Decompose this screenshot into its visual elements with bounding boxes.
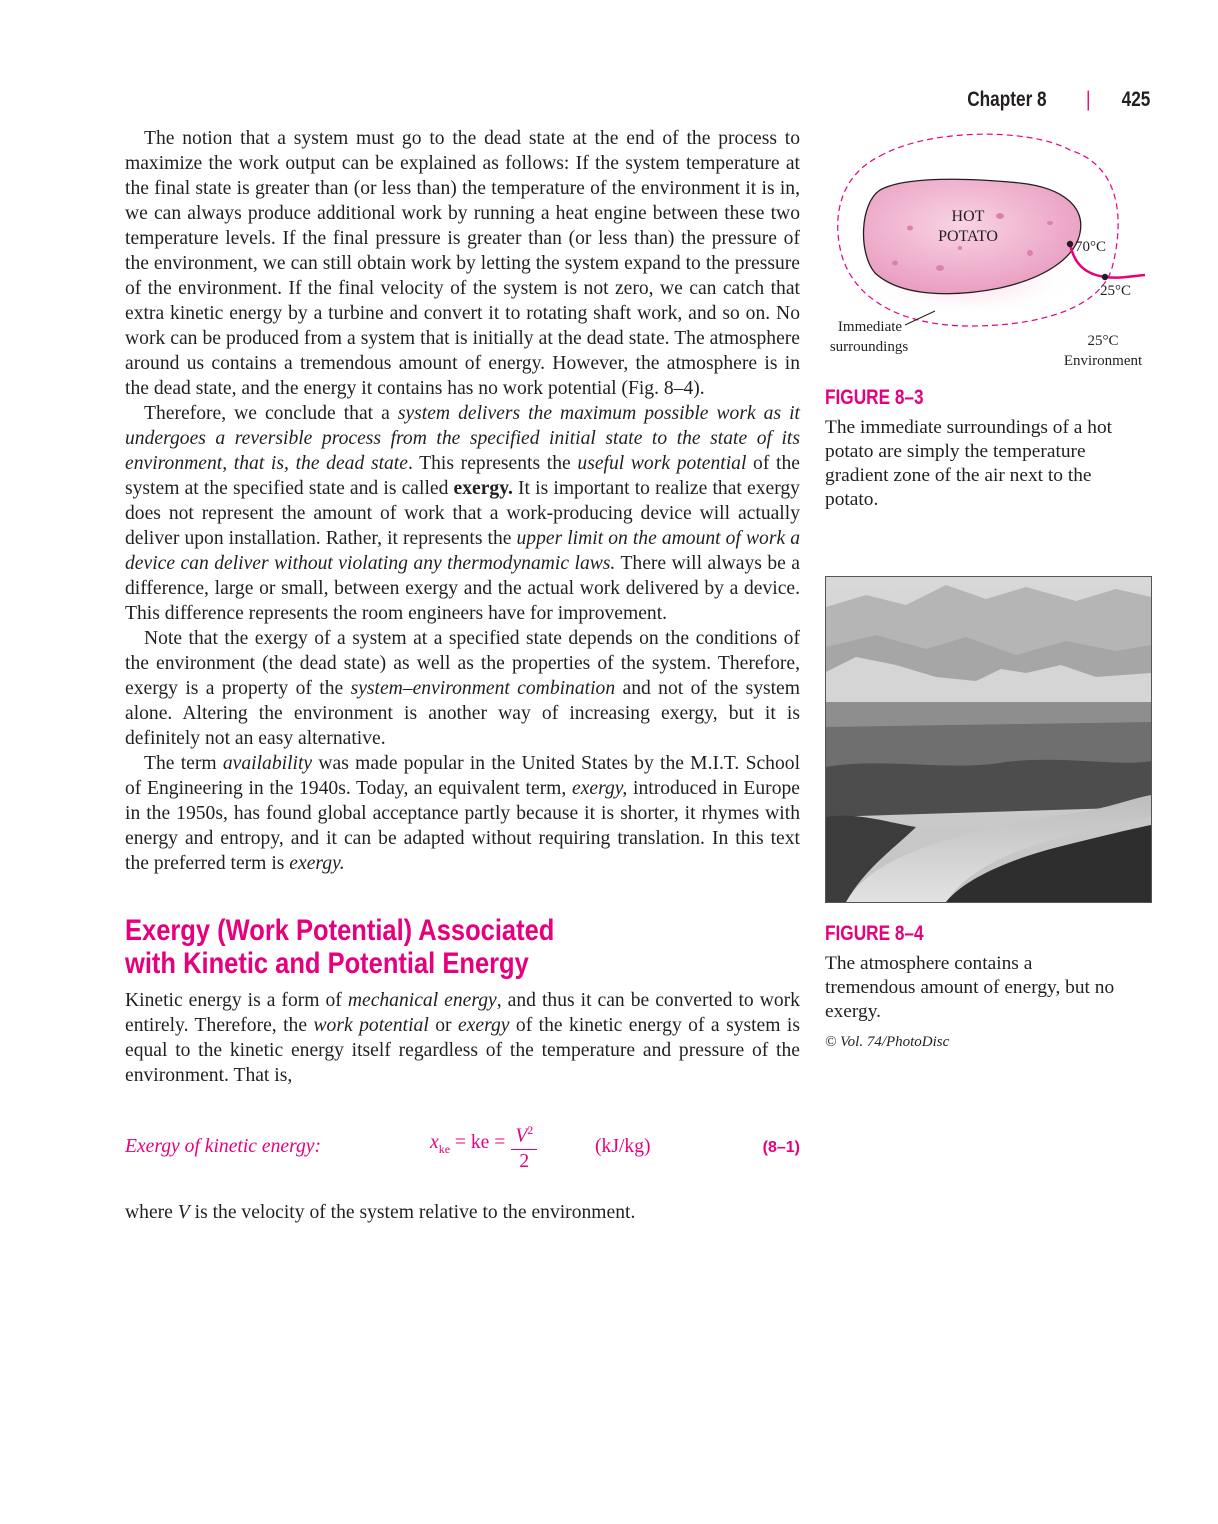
potato-eye	[996, 213, 1004, 219]
surroundings-label: surroundings	[829, 339, 909, 355]
figure-8-4-caption-block	[825, 922, 1155, 1051]
potato-eye	[907, 226, 913, 231]
paragraph-dead-state: The notion that a system must go to the dead state at the end of the process to maximize the work output can be explained as follows: If the system temperature at the final state is greater than (or less than) the temperature of the environment it is in, we can always produce additional work by running a heat engine between these two temperature levels. If the final pressure is greater than (or less than) the pressure of the environment, we can still obtain work by letting the system expand to the pressure of the environment. If the final velocity of the system is not zero, we can catch that extra kinetic energy by a turbine and convert it to rotating shaft work, and so on. No work can be produced from a system that is initially at the dead state. The atmosphere around us contains a tremendous amount of energy. However, the atmosphere is in the dead state, and the energy it contains has no work potential (Fig. 8–4).	[125, 128, 800, 399]
equation-fraction: $\frac{V^2}{2}$	[511, 1118, 537, 1174]
surface-point	[1067, 241, 1073, 247]
boundary-point	[1102, 274, 1108, 280]
chapter-label: Chapter 8	[966, 88, 1047, 111]
equation-expression: $x_{ke}$ = ke = $\frac{V^2}{2}$	[430, 1114, 537, 1178]
page-number: 425	[1121, 88, 1150, 111]
surface-temp: 70°C	[1075, 239, 1107, 255]
figure-8-3-caption: The immediate surroundings of a hot potato are simply the temperature gradient zone of the air next to the potato.	[825, 417, 1113, 510]
section-heading-line-1: Exergy (Work Potential) Associated	[125, 914, 555, 947]
landscape-illustration	[826, 577, 1151, 902]
environment-temp: 25°C	[1087, 333, 1119, 349]
term-exergy: exergy.	[453, 478, 513, 499]
paragraph-velocity: where V is the velocity of the system relative to the environment.	[125, 1202, 636, 1223]
paragraph-kinetic-energy: Kinetic energy is a form of mechanical energy, and thus it can be converted to work entirely. Therefore, the work potential or exergy of the kinetic energy of a system is equal to the kinetic energy itself regardless of the temperature and pressure of the environment. That is,	[125, 990, 800, 1086]
figure-8-3-label: FIGURE 8–3	[825, 386, 924, 409]
equation-units: (kJ/kg)	[595, 1136, 651, 1157]
figure-8-3-caption-block	[825, 386, 1155, 512]
equation-8-1	[125, 1114, 800, 1186]
potato-eye	[936, 265, 944, 271]
hot-potato-diagram	[820, 128, 1160, 378]
potato-eye	[1047, 221, 1053, 225]
atmosphere-landscape-photo	[825, 576, 1152, 903]
paragraph-availability: The term availability was made popular in the United States by the M.I.T. School of Engineering in the 1940s. Today, an equivalent term, exergy, introduced in Europe in the 1950s, has found global acceptance partly because it is shorter, it rhymes with energy and entropy, and it can be adapted without requiring translation. In this text the preferred term is exergy.	[125, 753, 801, 874]
paragraph-environment: Note that the exergy of a system at a specified state depends on the conditions of the environment (the dead state) as well as the properties of the system. Therefore, exergy is a property of the system–environment combination and not of the system alone. Altering the environment is another way of increasing exergy, but it is definitely not an easy alternative.	[125, 628, 800, 749]
figure-8-4-caption: The atmosphere contains a tremendous amount of energy, but no exergy.	[825, 953, 1115, 1022]
equation-label: Exergy of kinetic energy:	[125, 1136, 322, 1157]
environment-label: Environment	[1063, 353, 1143, 369]
header-separator: |	[1085, 88, 1091, 111]
photo-credit: © Vol. 74/PhotoDisc	[825, 1034, 950, 1050]
figure-8-4-label: FIGURE 8–4	[825, 922, 924, 945]
equation-number: (8–1)	[762, 1139, 800, 1156]
potato-eye	[1027, 250, 1033, 256]
section-heading-line-2: with Kinetic and Potential Energy	[125, 947, 529, 980]
potato-label: POTATO	[938, 228, 998, 245]
hot-label: HOT	[951, 208, 985, 225]
main-column	[125, 126, 800, 1225]
section-heading	[125, 914, 805, 980]
potato-eye	[958, 246, 962, 250]
immediate-label: Immediate	[837, 319, 903, 335]
potato-eye	[892, 261, 898, 266]
edge-temp: 25°C	[1100, 283, 1132, 299]
running-head	[967, 88, 1150, 112]
paragraph-maximum-work: Therefore, we conclude that a system delivers the maximum possible work as it undergoes a reversible process from the specified initial state to the state of its environment, that is, the dead state. This represents the useful work potential of the system at the specified state and is called exergy. It is important to realize that exergy does not represent the amount of work that a work-producing device will actually deliver upon installation. Rather, it represents the upper limit on the amount of work a device can deliver without violating any thermodynamic laws. There will always be a difference, large or small, between exergy and the actual work delivered by a device. This difference represents the room engineers have for improvement.	[125, 403, 801, 624]
